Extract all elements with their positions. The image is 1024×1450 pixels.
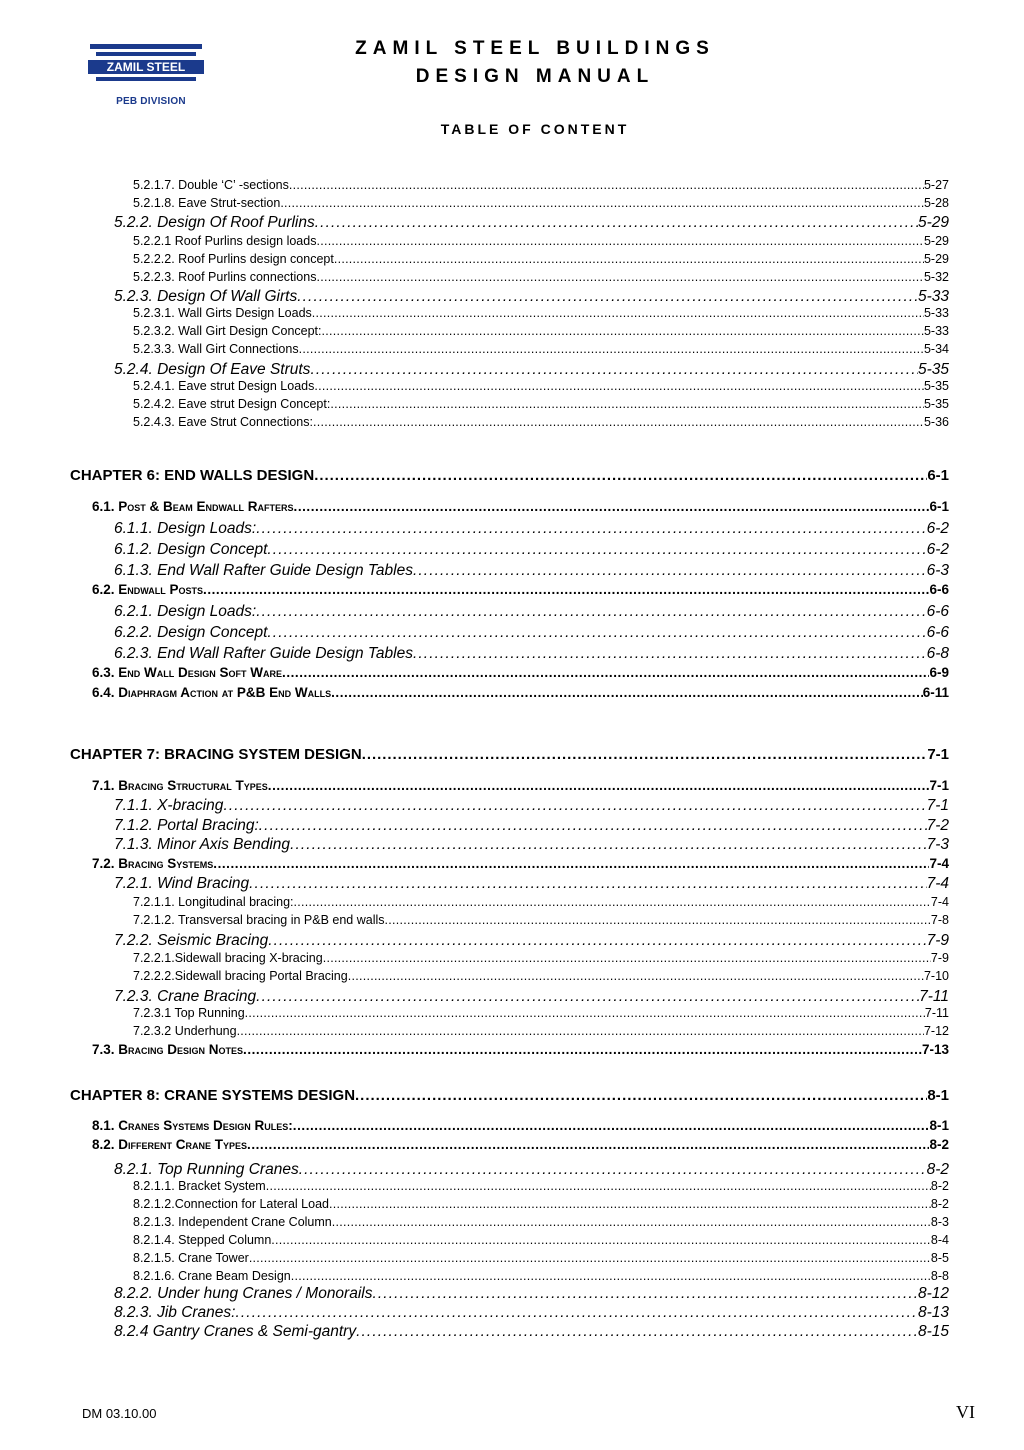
toc-entry-page: 7-8	[930, 913, 949, 927]
toc-entry-title: 6.1. Post & Beam Endwall Rafters	[92, 499, 294, 514]
toc-entry-title: 8.2.1.5. Crane Tower	[133, 1251, 249, 1265]
toc-entry-title: 8.2.1.6. Crane Beam Design	[133, 1269, 291, 1283]
toc-entry-title: 8.2.1.2.Connection for Lateral Load	[133, 1197, 329, 1211]
toc-entry-page: 8-2	[926, 1161, 949, 1178]
toc-entry-title: 6.1.1. Design Loads:	[114, 520, 257, 537]
toc-entry-page: 8-2	[930, 1197, 949, 1211]
dot-leader	[213, 856, 929, 871]
toc-entry-page: 7-4	[926, 875, 949, 892]
toc-entry-page: 8-2	[929, 1137, 949, 1152]
toc-entry-page: 8-1	[927, 1087, 949, 1104]
toc-entry-page: 6-6	[926, 624, 949, 641]
toc-entry[interactable]	[133, 178, 949, 192]
toc-entry-title: 5.2.4. Design Of Eave Struts	[114, 361, 311, 378]
toc-entry[interactable]	[114, 1161, 949, 1179]
toc-entry-page: 5-34	[923, 342, 949, 356]
dot-leader	[291, 1269, 931, 1283]
toc-entry-page: 7-1	[927, 746, 949, 763]
toc-entry-page: 6-3	[926, 562, 949, 579]
toc-entry[interactable]	[133, 969, 949, 983]
company-title: ZAMIL STEEL BUILDINGS	[355, 38, 715, 59]
toc-entry-page: 5-36	[923, 415, 949, 429]
toc-entry[interactable]	[114, 645, 949, 663]
toc-entry-title: 6.2.1. Design Loads:	[114, 603, 257, 620]
toc-entry-page: 7-12	[923, 1024, 949, 1038]
toc-entry-title: 6.1.2. Design Concept	[114, 541, 268, 558]
toc-entry-page: 8-13	[917, 1304, 949, 1321]
toc-entry[interactable]	[133, 1251, 949, 1265]
dot-leader	[267, 624, 926, 642]
toc-entry-page: 8-1	[929, 1118, 949, 1133]
dot-leader	[385, 913, 931, 927]
toc-entry[interactable]	[133, 895, 949, 909]
toc-entry-title: 5.2.1.7. Double ‘C’ -sections	[133, 178, 289, 192]
dot-leader	[322, 324, 924, 338]
dot-leader	[203, 582, 929, 597]
toc-entry-title: 6.4. Diaphragm Action at P&B End Walls	[92, 685, 332, 700]
toc-entry[interactable]	[133, 1006, 949, 1020]
dot-leader	[293, 1118, 930, 1133]
dot-leader	[267, 541, 926, 559]
toc-entry-title: 7.2.3.2 Underhung	[133, 1024, 237, 1038]
toc-entry-page: 6-11	[922, 685, 949, 700]
toc-entry-page: 5-27	[923, 178, 949, 192]
dot-leader	[290, 836, 927, 854]
toc-entry[interactable]	[92, 685, 949, 700]
toc-entry-title: 7.2.2.2.Sidewall bracing Portal Bracing	[133, 969, 348, 983]
toc-entry-title: 5.2.4.1. Eave strut Design Loads	[133, 379, 315, 393]
toc-entry[interactable]	[133, 342, 949, 356]
toc-entry-page: 7-3	[926, 836, 949, 853]
toc-entry-page: 5-32	[923, 270, 949, 284]
toc-entry-title: 7.2.2. Seismic Bracing	[114, 932, 269, 949]
toc-entry[interactable]	[133, 196, 949, 210]
toc-entry-page: 5-33	[917, 288, 949, 305]
dot-leader	[356, 1323, 918, 1341]
dot-leader	[413, 562, 927, 580]
dot-leader	[223, 797, 926, 815]
toc-entry[interactable]	[114, 603, 949, 621]
toc-entry-page: 5-33	[923, 306, 949, 320]
toc-entry[interactable]	[133, 913, 949, 927]
toc-entry[interactable]	[114, 541, 949, 559]
document-code: DM 03.10.00	[82, 1406, 157, 1421]
dot-leader	[256, 603, 926, 621]
toc-entry[interactable]	[114, 1285, 949, 1303]
dot-leader	[316, 234, 924, 248]
dot-leader	[280, 196, 924, 210]
toc-entry-page: 5-35	[923, 397, 949, 411]
toc-entry-page: 8-15	[917, 1323, 949, 1340]
toc-entry-title: 6.3. End Wall Design Soft Ware	[92, 665, 283, 680]
toc-entry-title: 5.2.3.2. Wall Girt Design Concept:	[133, 324, 322, 338]
dot-leader	[329, 1197, 931, 1211]
dot-leader	[235, 1304, 917, 1322]
toc-entry-page: 7-11	[919, 988, 949, 1005]
dot-leader	[314, 379, 924, 393]
toc-entry[interactable]	[133, 270, 949, 284]
toc-entry[interactable]	[92, 499, 949, 514]
dot-leader	[266, 1179, 931, 1193]
manual-title: DESIGN MANUAL	[415, 66, 655, 87]
dot-leader	[259, 817, 927, 835]
toc-entry[interactable]	[114, 624, 949, 642]
toc-entry-title: CHAPTER 7: BRACING SYSTEM DESIGN	[70, 746, 362, 763]
dot-leader	[372, 1285, 917, 1303]
page-number: VI	[956, 1402, 975, 1422]
toc-entry[interactable]	[114, 288, 949, 306]
toc-entry-title: 5.2.3.1. Wall Girts Design Loads	[133, 306, 312, 320]
dot-leader	[332, 1215, 931, 1229]
toc-entry-page: 6-6	[929, 582, 949, 597]
toc-entry-title: 5.2.2.3. Roof Purlins connections	[133, 270, 317, 284]
toc-entry-page: 8-2	[930, 1179, 949, 1193]
toc-entry-page: 6-2	[926, 541, 949, 558]
dot-leader	[249, 1251, 931, 1265]
toc-entry[interactable]	[92, 582, 949, 597]
toc-entry-page: 8-5	[930, 1251, 949, 1265]
toc-entry-title: 6.1.3. End Wall Rafter Guide Design Tables	[114, 562, 413, 579]
dot-leader	[316, 270, 924, 284]
toc-entry-page: 8-4	[930, 1233, 949, 1247]
toc-entry[interactable]	[133, 1233, 949, 1247]
toc-entry-page: 5-35	[923, 379, 949, 393]
toc-entry-title: 5.2.4.3. Eave Strut Connections:	[133, 415, 313, 429]
toc-entry-title: 7.2.1. Wind Bracing	[114, 875, 250, 892]
dot-leader	[289, 178, 924, 192]
dot-leader	[297, 288, 918, 306]
dot-leader	[413, 645, 927, 663]
dot-leader	[268, 932, 926, 950]
toc-entry-title: 8.2.1.4. Stepped Column	[133, 1233, 272, 1247]
toc-entry[interactable]	[133, 1179, 949, 1193]
dot-leader	[256, 988, 919, 1006]
toc-entry-page: 7-9	[930, 951, 949, 965]
toc-entry[interactable]	[114, 836, 949, 854]
toc-entry-title: 7.1.1. X-bracing	[114, 797, 224, 814]
dot-leader	[247, 1137, 929, 1152]
toc-entry[interactable]	[114, 932, 949, 950]
toc-entry-page: 7-9	[926, 932, 949, 949]
dot-leader	[299, 342, 924, 356]
dot-leader	[237, 1024, 924, 1038]
toc-entry-title: 7.3. Bracing Design Notes	[92, 1042, 244, 1057]
toc-entry[interactable]	[114, 817, 949, 835]
dot-leader	[299, 1161, 927, 1179]
toc-entry[interactable]	[133, 306, 949, 320]
toc-entry-page: 6-1	[927, 467, 949, 484]
toc-entry-page: 6-1	[929, 499, 949, 514]
dot-leader	[314, 467, 927, 484]
toc-entry[interactable]	[133, 415, 949, 429]
toc-entry-title: 8.2.1.3. Independent Crane Column	[133, 1215, 332, 1229]
toc-entry-page: 5-33	[923, 324, 949, 338]
dot-leader	[243, 1042, 922, 1057]
dot-leader	[331, 685, 923, 700]
logo-wordmark: ZAMIL STEEL	[106, 60, 186, 74]
dot-leader	[323, 951, 931, 965]
toc-entry-page: 6-2	[926, 520, 949, 537]
toc-entry-title: 8.2.3. Jib Cranes:	[114, 1304, 236, 1321]
dot-leader	[256, 520, 926, 538]
toc-entry[interactable]	[133, 1269, 949, 1283]
dot-leader	[312, 306, 924, 320]
toc-entry-title: 8.2. Different Crane Types	[92, 1137, 248, 1152]
toc-entry-title: 5.2.2. Design Of Roof Purlins	[114, 214, 315, 231]
toc-entry-title: 5.2.3.3. Wall Girt Connections	[133, 342, 299, 356]
toc-entry-title: 5.2.3. Design Of Wall Girts	[114, 288, 298, 305]
dot-leader	[271, 1233, 931, 1247]
toc-entry[interactable]	[133, 234, 949, 248]
dot-leader	[249, 875, 926, 893]
toc-entry[interactable]	[114, 1323, 949, 1341]
toc-entry[interactable]	[133, 1215, 949, 1229]
dot-leader	[330, 397, 924, 411]
dot-leader	[313, 415, 924, 429]
toc-entry-page: 7-2	[926, 817, 949, 834]
toc-entry[interactable]	[114, 562, 949, 580]
toc-entry-page: 7-1	[929, 778, 949, 793]
dot-leader	[355, 1087, 927, 1104]
toc-entry-title: 7.2.3. Crane Bracing	[114, 988, 257, 1005]
toc-entry-title: 6.2. Endwall Posts	[92, 582, 204, 597]
toc-entry-title: 8.1. Cranes Systems Design Rules:	[92, 1118, 293, 1133]
toc-heading: TABLE OF CONTENT	[440, 121, 630, 137]
toc-entry-title: 6.2.2. Design Concept	[114, 624, 268, 641]
dot-leader	[294, 895, 931, 909]
toc-entry[interactable]	[92, 1042, 949, 1057]
toc-entry[interactable]	[133, 397, 949, 411]
toc-entry[interactable]	[133, 1197, 949, 1211]
toc-entry[interactable]	[114, 1304, 949, 1322]
toc-entry[interactable]	[114, 988, 949, 1006]
toc-entry[interactable]	[133, 951, 949, 965]
toc-entry-page: 5-35	[917, 361, 949, 378]
toc-entry-page: 6-6	[926, 603, 949, 620]
toc-entry[interactable]	[114, 797, 949, 815]
toc-entry-title: 5.2.1.8. Eave Strut-section	[133, 196, 281, 210]
dot-leader	[294, 499, 930, 514]
toc-entry-page: 8-12	[917, 1285, 949, 1302]
toc-entry-title: 7.1. Bracing Structural Types	[92, 778, 268, 793]
toc-entry[interactable]	[133, 324, 949, 338]
toc-entry-page: 7-4	[930, 895, 949, 909]
toc-entry-title: CHAPTER 6: END WALLS DESIGN	[70, 467, 315, 484]
toc-entry-page: 7-13	[921, 1042, 949, 1057]
toc-entry-title: 8.2.1. Top Running Cranes	[114, 1161, 299, 1178]
dot-leader	[268, 778, 930, 793]
toc-entry-title: 7.2.1.1. Longitudinal bracing:	[133, 895, 294, 909]
toc-entry-title: 5.2.2.2. Roof Purlins design concept	[133, 252, 334, 266]
toc-entry-page: 7-1	[926, 797, 949, 814]
toc-entry-title: CHAPTER 8: CRANE SYSTEMS DESIGN	[70, 1087, 356, 1104]
toc-entry-title: 8.2.1.1. Bracket System	[133, 1179, 266, 1193]
toc-entry[interactable]	[70, 1087, 949, 1104]
toc-entry-page: 8-8	[930, 1269, 949, 1283]
toc-entry[interactable]	[133, 379, 949, 393]
toc-entry-page: 7-4	[929, 856, 949, 871]
logo-division-label: PEB DIVISION	[116, 96, 186, 107]
toc-entry-page: 5-29	[923, 252, 949, 266]
dot-leader	[245, 1006, 925, 1020]
toc-entry[interactable]	[133, 1024, 949, 1038]
toc-entry-page: 6-8	[926, 645, 949, 662]
dot-leader	[334, 252, 924, 266]
toc-entry[interactable]	[114, 214, 949, 232]
dot-leader	[315, 214, 918, 232]
toc-entry-title: 5.2.4.2. Eave strut Design Concept:	[133, 397, 331, 411]
toc-entry-page: 7-11	[924, 1006, 949, 1020]
toc-entry[interactable]	[70, 467, 949, 484]
toc-entry-title: 6.2.3. End Wall Rafter Guide Design Tables	[114, 645, 413, 662]
dot-leader	[348, 969, 924, 983]
toc-entry-title: 8.2.2. Under hung Cranes / Monorails	[114, 1285, 373, 1302]
toc-entry-title: 5.2.2.1 Roof Purlins design loads	[133, 234, 317, 248]
toc-entry[interactable]	[114, 520, 949, 538]
toc-entry-title: 7.2. Bracing Systems	[92, 856, 214, 871]
dot-leader	[282, 665, 929, 680]
toc-entry-title: 8.2.4 Gantry Cranes & Semi-gantry	[114, 1323, 357, 1340]
toc-entry-page: 6-9	[929, 665, 949, 680]
toc-entry[interactable]	[92, 1118, 949, 1133]
toc-entry-title: 7.2.2.1.Sidewall bracing X-bracing	[133, 951, 323, 965]
toc-entry[interactable]	[92, 665, 949, 680]
toc-entry-title: 7.2.3.1 Top Running	[133, 1006, 245, 1020]
toc-entry-page: 5-29	[917, 214, 949, 231]
toc-entry[interactable]	[92, 778, 949, 793]
toc-entry-title: 7.1.2. Portal Bracing:	[114, 817, 259, 834]
toc-entry-page: 7-10	[923, 969, 949, 983]
toc-entry[interactable]	[92, 1137, 949, 1152]
toc-entry[interactable]	[70, 746, 949, 763]
toc-entry[interactable]	[133, 252, 949, 266]
toc-entry-page: 5-29	[923, 234, 949, 248]
toc-entry[interactable]	[114, 875, 949, 893]
toc-entry[interactable]	[114, 361, 949, 379]
toc-entry-page: 5-28	[923, 196, 949, 210]
dot-leader	[362, 746, 928, 763]
toc-entry-title: 7.2.1.2. Transversal bracing in P&B end walls	[133, 913, 385, 927]
toc-entry-page: 8-3	[930, 1215, 949, 1229]
toc-entry[interactable]	[92, 856, 949, 871]
toc-entry-title: 7.1.3. Minor Axis Bending	[114, 836, 291, 853]
dot-leader	[310, 361, 918, 379]
